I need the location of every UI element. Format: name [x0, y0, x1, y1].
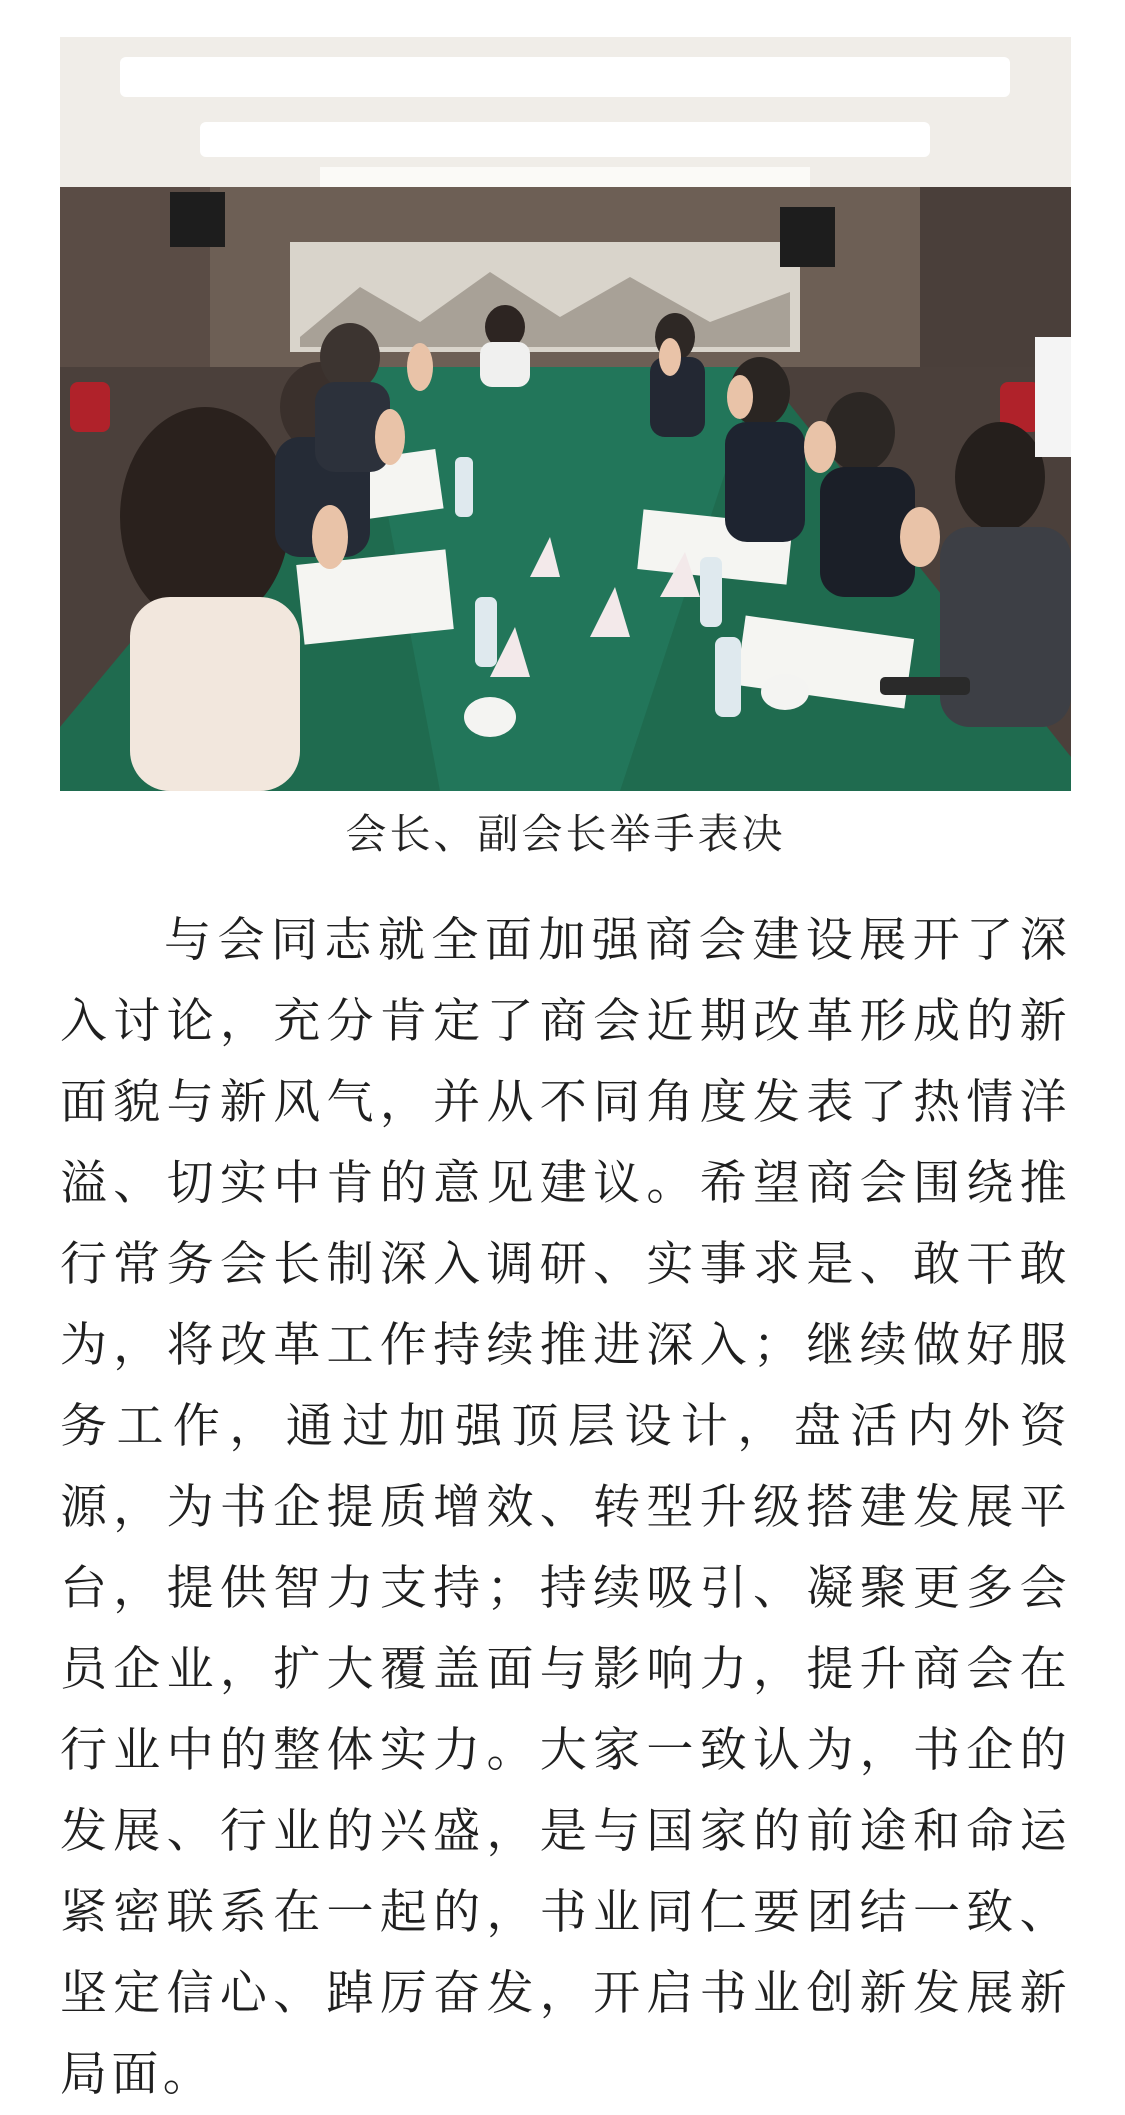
meeting-photo	[60, 37, 1071, 791]
meeting-illustration	[60, 37, 1071, 791]
article-paragraph: 与会同志就全面加强商会建设展开了深入讨论，充分肯定了商会近期改革形成的新面貌与新风气，并从不同角度发表了热情洋溢、切实中肯的意见建议。希望商会围绕推行常务会长制深入调研、实事求是、敢干敢为，将改革工作持续推进深入；继续做好服务工作，通过加强顶层设计，盘活内外资源，为书企提质增效、转型升级搭建发展平台，提供智力支持；持续吸引、凝聚更多会员企业，扩大覆盖面与影响力，提升商会在行业中的整体实力。大家一致认为，书企的发展、行业的兴盛，是与国家的前途和命运紧密联系在一起的，书业同仁要团结一致、坚定信心、踔厉奋发，开启书业创新发展新局面。	[60, 913, 1071, 2102]
photo-caption: 会长、副会长举手表决	[345, 810, 786, 858]
